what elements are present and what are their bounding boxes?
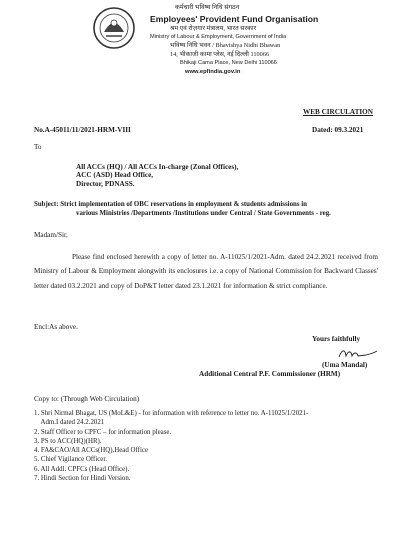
epfo-logo: [92, 6, 136, 50]
circulation-type: WEB CIRCULATION: [303, 108, 373, 116]
recipient-line: All ACCs (HQ) / All ACCs In-charge (Zonal Offices),: [76, 163, 239, 171]
ministry-name: Ministry of Labour & Employment, Government of India: [150, 34, 287, 40]
enclosure-note: Encl:As above.: [34, 323, 78, 331]
list-item: 7. Hindi Section for Hindi Version.: [34, 475, 131, 483]
list-item: Adm.I dated 24.2.2021: [34, 419, 105, 427]
recipient-line: ACC (ASD) Head Office,: [76, 171, 154, 180]
recipients: [76, 163, 238, 188]
bhawan-name: भविष्य निधि भवन / Bhavishya Nidhi Bhawan: [170, 42, 281, 49]
list-item: 2. Staff Officer to CPFC – for information please.: [34, 428, 172, 436]
body-paragraph: Please find enclosed herewith a copy of letter no. A-11025/1/2021-Adm. dated 24.2.2021 received from Ministry of Labour & Employment alongwith its enclosures i.e. a copy of National Commission for Backward Classes' letter dated 03.2.2021 and copy of DoP&T letter dated 23.1.2021 for information & strict compliance.: [34, 253, 378, 290]
address: Bhikaji Cama Place, New Delhi 110066: [180, 60, 277, 66]
ministry-hindi: श्रम एवं रोज़गार मंत्रालय, भारत सरकार: [170, 25, 257, 32]
list-item: 4. FA&CAO/All ACCs(HQ),Head Office: [34, 447, 149, 455]
reference-number: No.A-45011/11/2021-HRM-VIII: [34, 126, 131, 134]
subject-line-1: Subject: Strict implementation of OBC reservations in employment & students admissions in: [34, 201, 308, 208]
website: www.epfindia.gov.in: [185, 69, 241, 75]
to-label: To: [34, 143, 42, 151]
handwritten-signature: [336, 347, 380, 361]
date: Dated: 09.3.2021: [312, 126, 364, 134]
copy-to-list: [34, 409, 308, 483]
list-item: 6. All Addl. CPFCs (Head Office).: [34, 465, 130, 473]
list-item: 5. Chief Vigilance Officer.: [34, 456, 107, 464]
org-name-hindi: कर्मचारी भविष्य निधि संगठन: [175, 4, 240, 11]
subject-line-2: various Ministries /Departments /Institutions under Central / State Governments - reg.: [76, 210, 331, 217]
signatory-designation: Additional Central P.F. Commissioner (HRM): [199, 370, 341, 378]
salutation: Madam/Sir,: [34, 231, 68, 239]
list-item: 1. Shri Nirmal Bhagat, US (MoL&E) - for information with reference to letter no. A-11025/1/2021-: [34, 410, 309, 417]
signatory-name: (Uma Mandal): [322, 361, 368, 369]
address-hindi: 14, भीकाजी कामा प्लेस, नई दिल्ली 110066: [170, 51, 270, 58]
org-name: Employees' Provident Fund Organisation: [150, 14, 319, 24]
copy-to-label: Copy to: (Through Web Circulation): [34, 395, 140, 403]
recipient-line: Director, PDNASS.: [76, 179, 135, 188]
list-item: 3. PS to ACC(HQ)(HR).: [34, 437, 102, 445]
closing: Yours faithfully: [312, 335, 361, 343]
